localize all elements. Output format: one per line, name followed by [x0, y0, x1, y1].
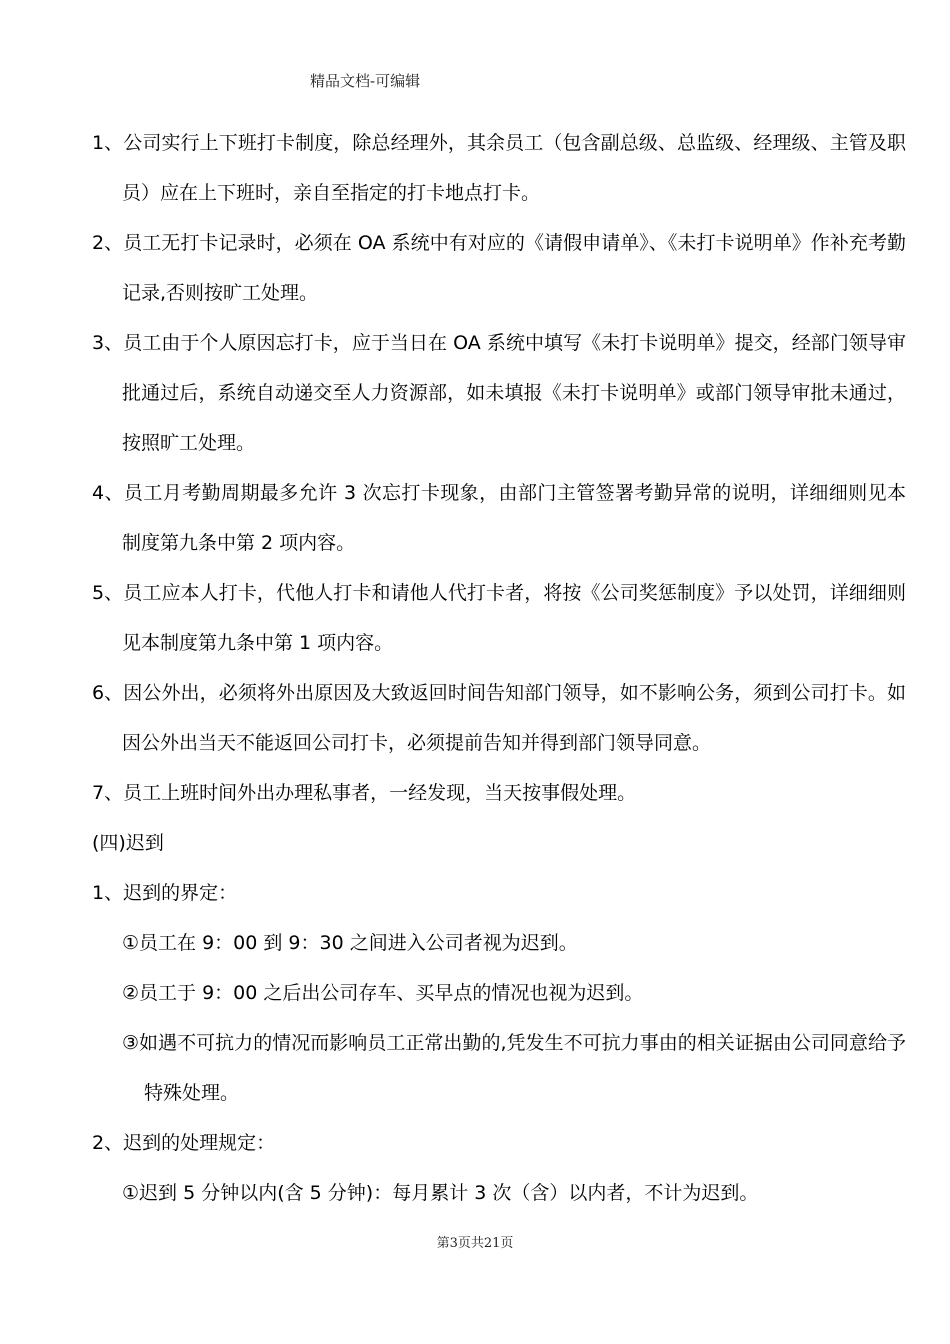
late-rules-heading: 2、迟到的处理规定：	[92, 1132, 276, 1154]
section-heading-late: (四)迟到	[92, 832, 164, 854]
late-definition-item-3: ③如遇不可抗力的情况而影响员工正常出勤的,凭发生不可抗力事由的相关证据由公司同意给予特殊处理。	[122, 1032, 906, 1104]
late-definition-heading: 1、迟到的界定：	[92, 882, 238, 904]
late-definition-item-2: ②员工于 9：00 之后出公司存车、买早点的情况也视为迟到。	[122, 982, 644, 1004]
paragraph-5: 5、员工应本人打卡，代他人打卡和请他人代打卡者，将按《公司奖惩制度》予以处罚，详细细则见本制度第九条中第 1 项内容。	[92, 582, 906, 654]
paragraph-1: 1、公司实行上下班打卡制度，除总经理外，其余员工（包含副总级、总监级、经理级、主管及职员）应在上下班时，亲自至指定的打卡地点打卡。	[92, 132, 906, 204]
document-body	[92, 118, 906, 1218]
paragraph-4: 4、员工月考勤周期最多允许 3 次忘打卡现象，由部门主管签署考勤异常的说明，详细细则见本制度第九条中第 2 项内容。	[92, 482, 906, 554]
paragraph-2: 2、员工无打卡记录时，必须在 OA 系统中有对应的《请假申请单》、《未打卡说明单》作补充考勤记录,否则按旷工处理。	[92, 232, 906, 304]
paragraph-3: 3、员工由于个人原因忘打卡，应于当日在 OA 系统中填写《未打卡说明单》提交，经部门领导审批通过后，系统自动递交至人力资源部，如未填报《未打卡说明单》或部门领导审批未通过，按照旷工处理。	[92, 332, 906, 454]
late-rule-item-1: ①迟到 5 分钟以内(含 5 分钟)：每月累计 3 次（含）以内者，不计为迟到。	[122, 1182, 759, 1204]
page-footer: 第3页共21页	[436, 1236, 514, 1251]
late-definition-item-1: ①员工在 9：00 到 9：30 之间进入公司者视为迟到。	[122, 932, 578, 954]
page-header: 精品文档-可编辑	[310, 72, 421, 90]
paragraph-7: 7、员工上班时间外出办理私事者，一经发现，当天按事假处理。	[92, 782, 637, 804]
paragraph-6: 6、因公外出，必须将外出原因及大致返回时间告知部门领导，如不影响公务，须到公司打卡。如因公外出当天不能返回公司打卡，必须提前告知并得到部门领导同意。	[92, 682, 906, 754]
